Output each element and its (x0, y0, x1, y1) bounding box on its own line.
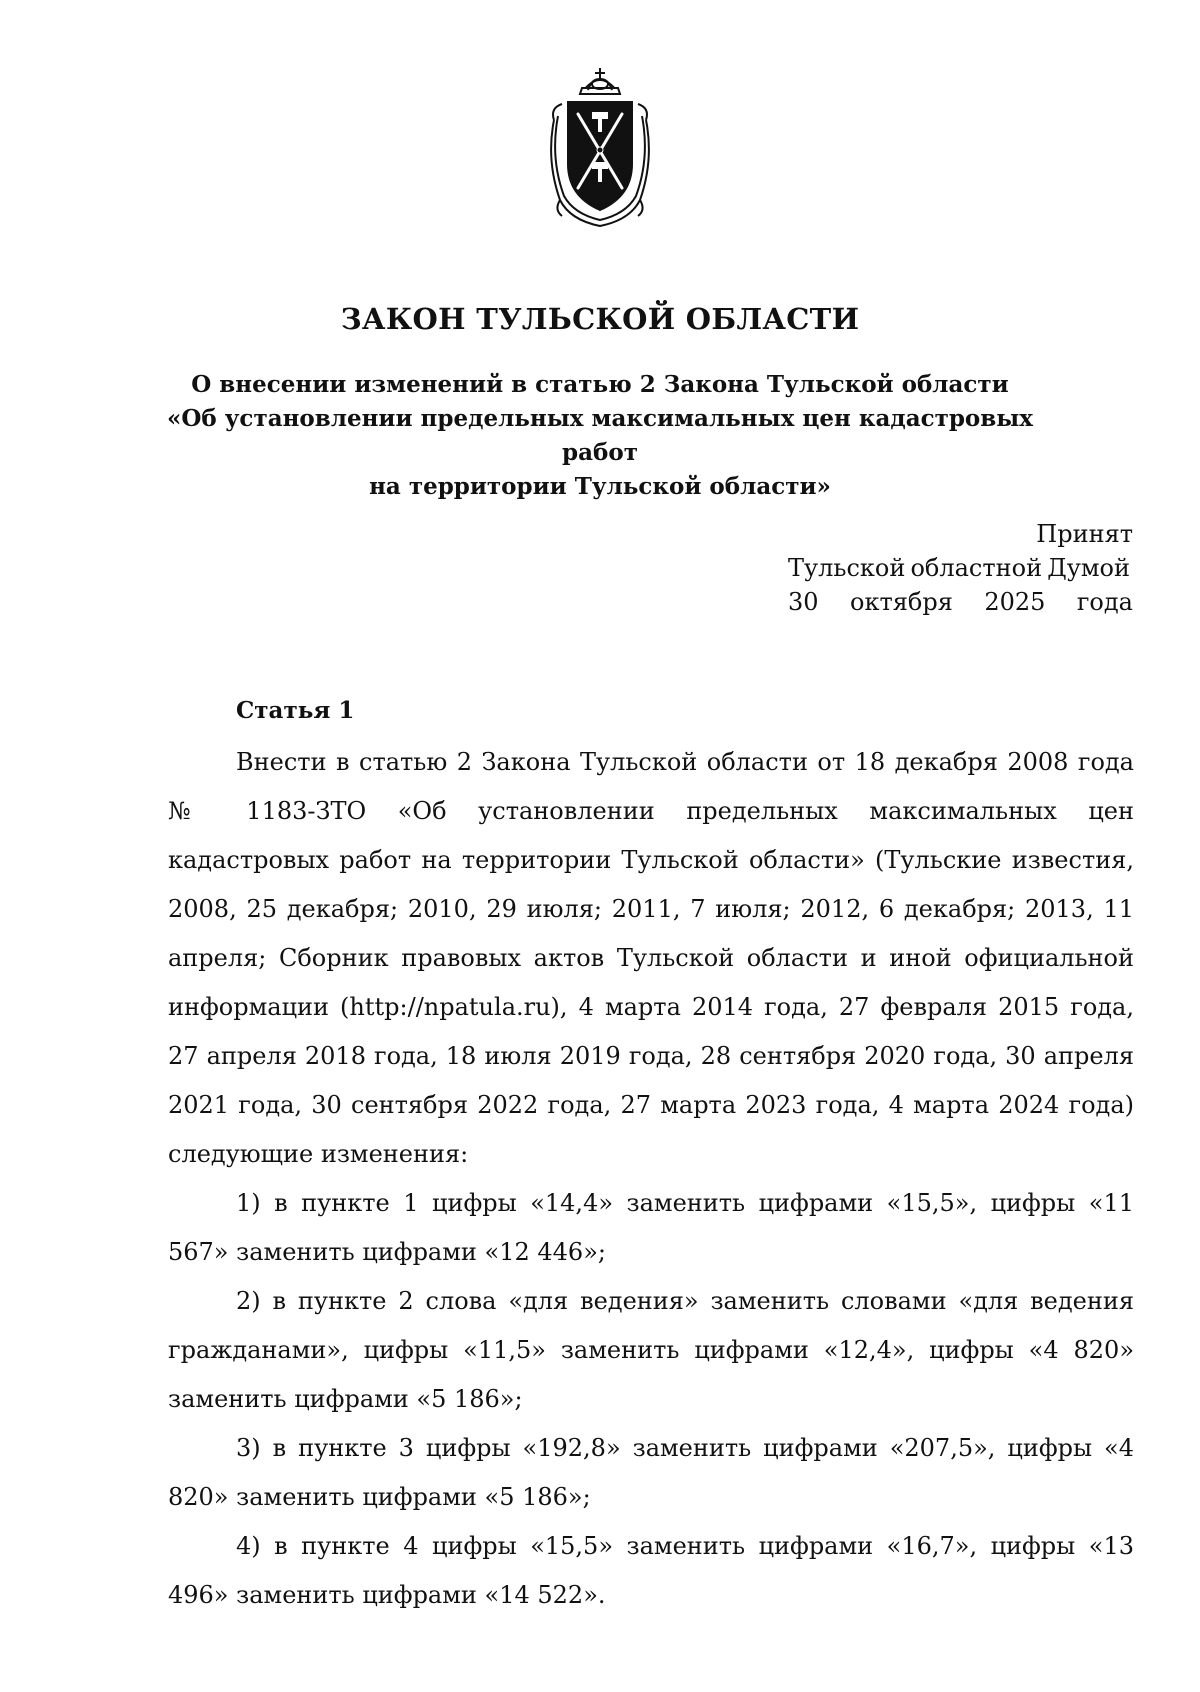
tula-coat-of-arms-icon (540, 60, 660, 230)
article-body (168, 738, 1134, 1620)
subject-line-3: на территории Тульской области» (369, 473, 831, 500)
adoption-date (788, 585, 1133, 619)
adopted-by (788, 551, 1130, 585)
subject-line-2: «Об установлении предельных максимальных цен кадастровых работ (166, 405, 1034, 466)
adopted-by-word-3: Думой (1047, 554, 1130, 582)
article-paragraph: Внести в статью 2 Закона Тульской области от 18 декабря 2008 года № 1183-ЗТО «Об установлении предельных максимальных цен кадастровых работ на территории Тульской области» (Тульские известия, 2008, 25 декабря; 2010, 29 июля; 2011, 7 июля; 2012, 6 декабря; 2013, 11 апреля; Сборник правовых актов Тульской области и иной официальной информации (http://npatula.ru), 4 марта 2014 года, 27 февраля 2015 года, 27 апреля 2018 года, 18 июля 2019 года, 28 сентября 2020 года, 30 апреля 2021 года, 30 сентября 2022 года, 27 марта 2023 года, 4 марта 2024 года) следующие изменения: (168, 748, 1134, 1168)
law-subject (150, 368, 1050, 504)
adoption-day: 30 (788, 588, 819, 616)
amendment-item-3: 3) в пункте 3 цифры «192,8» заменить цифрами «207,5», цифры «4 820» заменить цифрами «5 186»; (168, 1434, 1134, 1511)
adopted-by-word-2: областной (910, 554, 1043, 582)
adoption-year: 2025 (984, 588, 1046, 616)
amendment-item-4: 4) в пункте 4 цифры «15,5» заменить цифрами «16,7», цифры «13 496» заменить цифрами «14 522». (168, 1532, 1134, 1609)
amendment-item-1: 1) в пункте 1 цифры «14,4» заменить цифрами «15,5», цифры «11 567» заменить цифрами «12 446»; (168, 1189, 1134, 1266)
adoption-block (788, 517, 1133, 619)
law-title: ЗАКОН ТУЛЬСКОЙ ОБЛАСТИ (340, 302, 860, 336)
adoption-month: октября (850, 588, 953, 616)
adopted-by-word-1: Тульской (788, 554, 906, 582)
article-heading: Статья 1 (236, 697, 355, 724)
adoption-year-suffix: года (1076, 588, 1133, 616)
subject-line-1: О внесении изменений в статью 2 Закона Тульской области (191, 371, 1009, 398)
amendment-item-2: 2) в пункте 2 слова «для ведения» заменить словами «для ведения гражданами», цифры «11,5» заменить цифрами «12,4», цифры «4 820» заменить цифрами «5 186»; (168, 1287, 1134, 1413)
adopted-label: Принят (1036, 520, 1133, 548)
